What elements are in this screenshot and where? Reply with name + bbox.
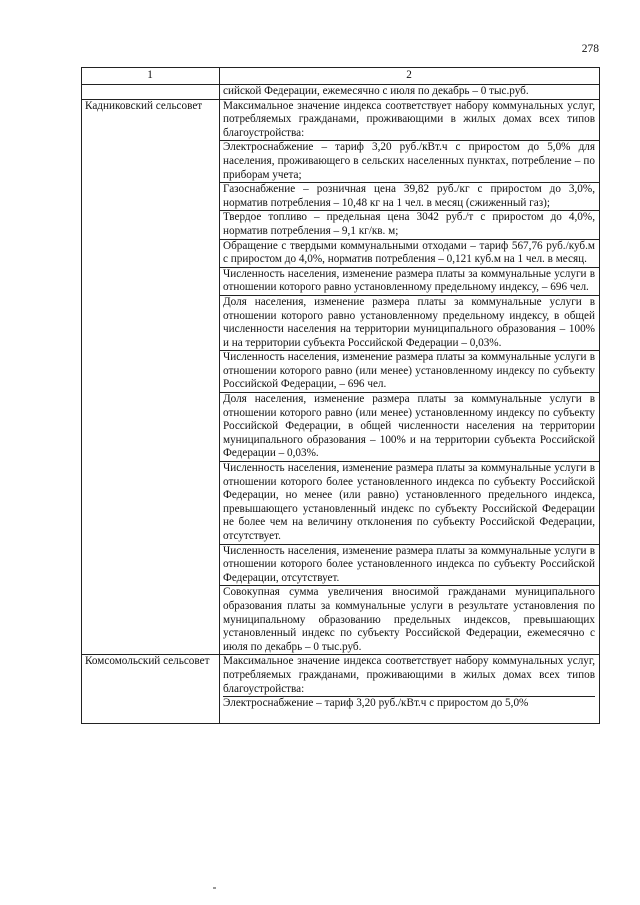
paragraph: Максимальное значение индекса соответствует набору коммунальных услуг, потребляемых гражданами, проживающими в жилых домах всех типов благоустройства: (223, 99, 595, 139)
paragraph: Численность населения, изменение размера платы за коммунальные услуги в отношении которого более установленного индекса по субъекту Российской Федерации, отсутствует. (220, 544, 599, 586)
paragraph: Совокупная сумма увеличения вносимой гражданами муниципального образования платы за коммунальные услуги в результате установления по муниципальному образованию предельных индексов, превышающих установленный индекс по субъекту Российской Федерации, ежемесячно с июля по декабрь – 0 тыс.руб. (220, 585, 599, 654)
paragraph: Численность населения, изменение размера платы за коммунальные услуги в отношении которого равно (или менее) установленному индексу по субъекту Российской Федерации, – 696 чел. (220, 350, 599, 392)
paragraph: Доля населения, изменение размера платы за коммунальные услуги в отношении которого равно установленному предельному индексу, в общей численности населения на территории муниципального образования – 100% и на территории субъекта Российской Федерации – 0,03%. (220, 295, 599, 350)
continuation-text: сийской Федерации, ежемесячно с июля по декабрь – 0 тыс.руб. (223, 85, 529, 97)
scan-speck (213, 887, 216, 889)
indicator-cell (220, 99, 600, 655)
table-row-kadnikovsky (82, 99, 600, 655)
column-header-2: 2 (220, 68, 600, 85)
table-row-komsomolsky (82, 655, 600, 724)
continuation-name-cell (82, 85, 220, 100)
paragraph: Электроснабжение – тариф 3,20 руб./кВт.ч с приростом до 5,0% (223, 696, 595, 711)
clipped-content (223, 655, 595, 723)
table-header-row (82, 68, 600, 85)
paragraph: Максимальное значение индекса соответствует набору коммунальных услуг, потребляемых гражданами, проживающими в жилых домах всех типов благоустройства: (223, 655, 595, 695)
indicator-cell (220, 655, 600, 724)
continuation-row (82, 85, 600, 100)
continuation-text-cell (220, 85, 600, 100)
municipality-name: Кадниковский сельсовет (82, 99, 220, 655)
municipality-name: Комсомольский сельсовет (82, 655, 220, 724)
paragraph: Электроснабжение – тариф 3,20 руб./кВт.ч с приростом до 5,0% для населения, проживающего в сельских населенных пунктах, потребление – по приборам учета; (220, 140, 599, 182)
paragraph: Обращение с твердыми коммунальными отходами – тариф 567,76 руб./куб.м с приростом до 4,0%, норматив потребления – 0,121 куб.м на 1 чел. в месяц. (220, 239, 599, 267)
document-table (81, 67, 600, 724)
page-number: 278 (581, 43, 599, 55)
paragraph: Газоснабжение – розничная цена 39,82 руб./кг с приростом до 3,0%, норматив потребления – 10,48 кг на 1 чел. в месяц (сжиженный газ); (220, 182, 599, 210)
column-header-1: 1 (82, 68, 220, 85)
paragraph: Численность населения, изменение размера платы за коммунальные услуги в отношении которого равно установленному предельному индексу, – 696 чел. (220, 267, 599, 295)
paragraph: Доля населения, изменение размера платы за коммунальные услуги в отношении которого равно (или менее) установленному индексу по субъекту Российской Федерации, в общей численности населения на территории муниципального образования – 100% и на территории субъекта Российской Федерации – 0,03%. (220, 392, 599, 461)
paragraph: Твердое топливо – предельная цена 3042 руб./т с приростом до 4,0%, норматив потребления – 9,1 кг/кв. м; (220, 210, 599, 238)
paragraph: Численность населения, изменение размера платы за коммунальные услуги в отношении которого более установленного индекса по субъекту Российской Федерации, но менее (или равно) установленного предельного индекса, превышающего установленный индекс по субъекту Российской Федерации не более чем на величину отклонения по субъекту Российской Федерации, отсутствует. (220, 461, 599, 544)
